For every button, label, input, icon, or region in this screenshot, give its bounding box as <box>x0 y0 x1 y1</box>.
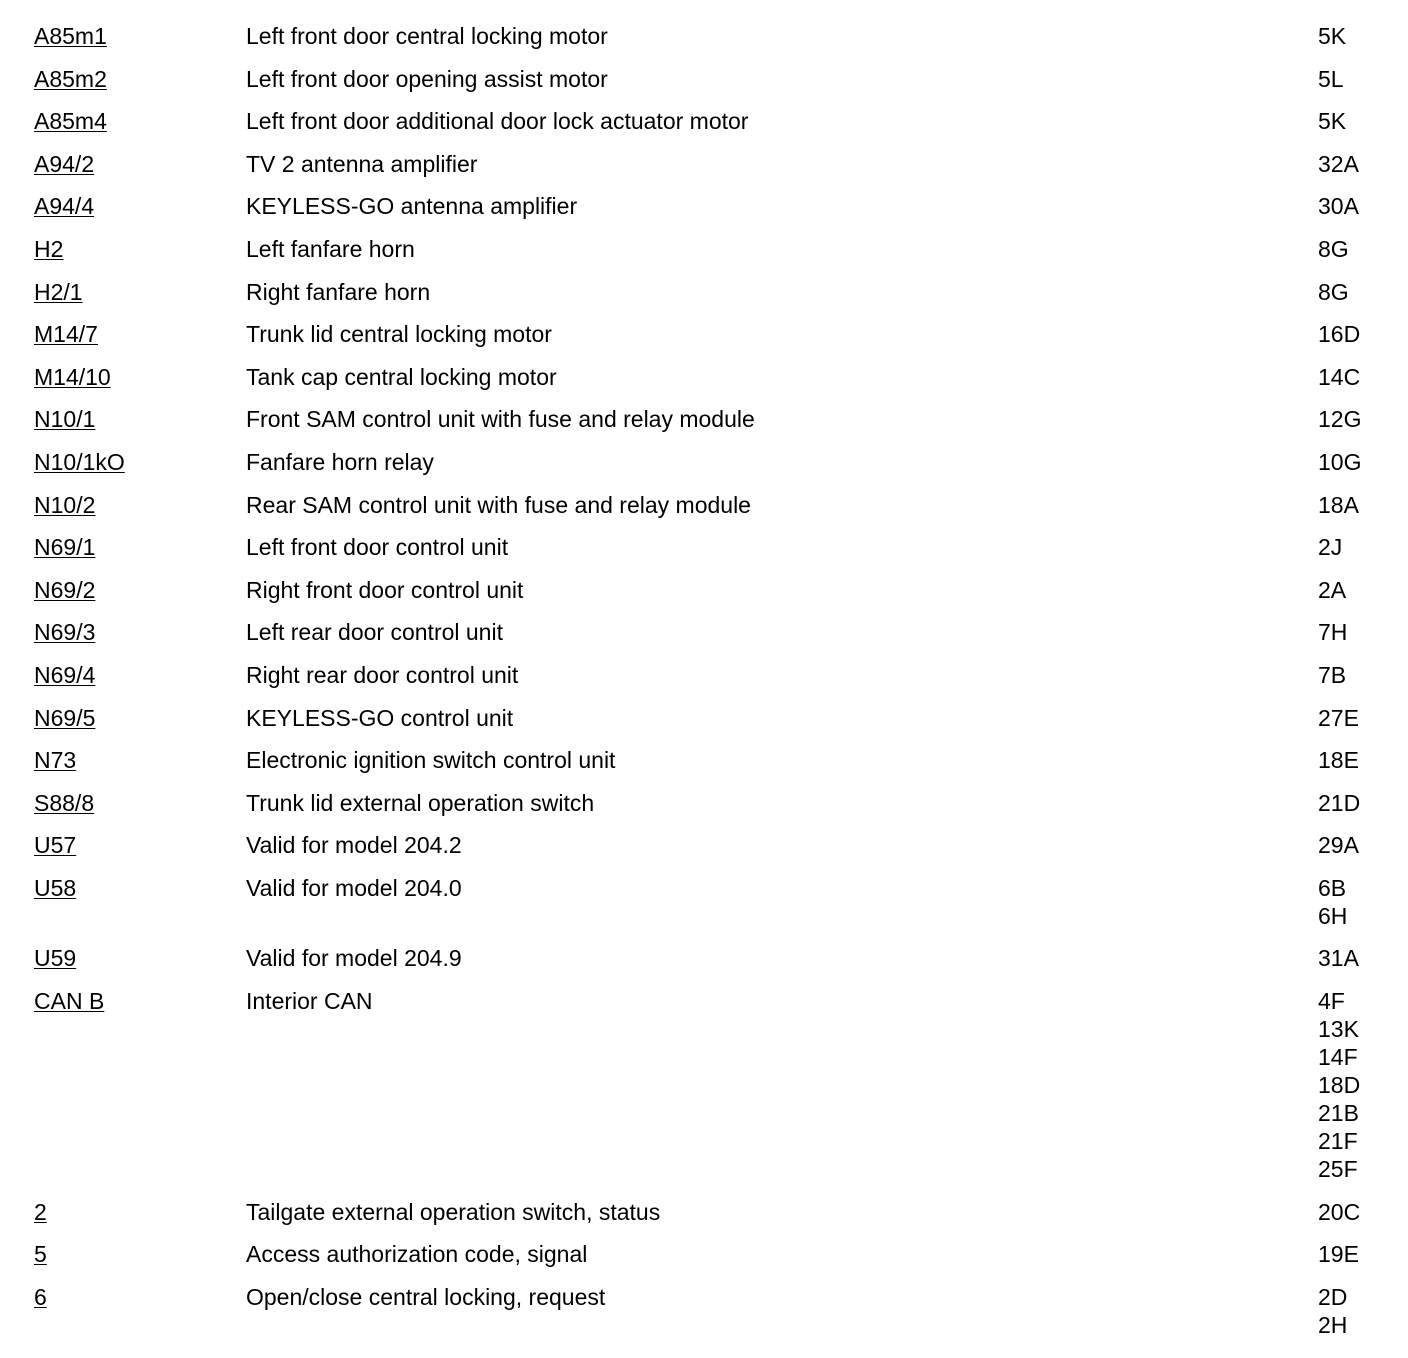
component-code-cell <box>34 618 234 646</box>
grid-reference: 21B <box>1318 1100 1359 1127</box>
component-code-cell <box>34 235 234 263</box>
grid-reference: 7H <box>1318 619 1348 646</box>
legend-row <box>0 363 1408 391</box>
component-description: Open/close central locking, request <box>246 1283 606 1310</box>
grid-reference: 12G <box>1318 406 1362 433</box>
grid-reference: 25F <box>1318 1156 1358 1183</box>
grid-reference: 2D <box>1318 1283 1348 1310</box>
legend-row <box>0 874 1408 930</box>
legend-row <box>0 944 1408 972</box>
grid-reference-list <box>1318 576 1398 604</box>
component-code-link[interactable]: S88/8 <box>34 789 95 816</box>
legend-row <box>0 618 1408 646</box>
component-description: Right front door control unit <box>246 576 524 603</box>
component-code-cell <box>34 363 234 391</box>
component-description: Valid for model 204.2 <box>246 832 462 859</box>
component-code-cell <box>34 107 234 135</box>
component-description: TV 2 antenna amplifier <box>246 150 478 177</box>
component-code-cell <box>34 746 234 774</box>
grid-reference-list <box>1318 944 1398 972</box>
grid-reference: 18E <box>1318 747 1359 774</box>
component-code-cell <box>34 278 234 306</box>
grid-reference: 10G <box>1318 448 1362 475</box>
legend-row <box>0 1198 1408 1226</box>
grid-reference: 27E <box>1318 704 1359 731</box>
grid-reference-list <box>1318 235 1398 263</box>
component-description: Left front door additional door lock actuator motor <box>246 108 749 135</box>
component-description: Valid for model 204.9 <box>246 945 462 972</box>
component-code-link[interactable]: A94/2 <box>34 150 95 177</box>
component-code-cell <box>34 661 234 689</box>
component-description: Tailgate external operation switch, status <box>246 1198 661 1225</box>
component-code-cell <box>34 576 234 604</box>
component-code-cell <box>34 192 234 220</box>
component-code-cell <box>34 1198 234 1226</box>
component-description: Trunk lid external operation switch <box>246 789 595 816</box>
legend-row <box>0 746 1408 774</box>
component-description: Left front door opening assist motor <box>246 65 608 92</box>
component-code-cell <box>34 65 234 93</box>
grid-reference-list <box>1318 150 1398 178</box>
component-code-link[interactable]: 6 <box>34 1283 47 1310</box>
legend-row <box>0 405 1408 433</box>
component-code-link[interactable]: A85m2 <box>34 65 107 92</box>
component-code-cell <box>34 22 234 50</box>
grid-reference-list <box>1318 874 1398 930</box>
grid-reference: 21D <box>1318 789 1361 816</box>
legend-row <box>0 1283 1408 1339</box>
grid-reference: 5K <box>1318 108 1347 135</box>
component-code-cell <box>34 704 234 732</box>
component-description: KEYLESS-GO control unit <box>246 704 514 731</box>
grid-reference-list <box>1318 704 1398 732</box>
grid-reference: 14C <box>1318 363 1361 390</box>
component-code-link[interactable]: H2/1 <box>34 278 83 305</box>
legend-row <box>0 192 1408 220</box>
legend-row <box>0 533 1408 561</box>
grid-reference: 20C <box>1318 1198 1361 1225</box>
grid-reference-list <box>1318 107 1398 135</box>
grid-reference-list <box>1318 533 1398 561</box>
component-code-cell <box>34 150 234 178</box>
component-code-cell <box>34 789 234 817</box>
component-code-cell <box>34 491 234 519</box>
component-code-link[interactable]: N10/2 <box>34 491 96 518</box>
component-code-link[interactable]: A85m1 <box>34 23 107 49</box>
component-description: Access authorization code, signal <box>246 1241 588 1268</box>
grid-reference-list <box>1318 1283 1398 1339</box>
legend-row <box>0 661 1408 689</box>
grid-reference-list <box>1318 192 1398 220</box>
grid-reference-list <box>1318 405 1398 433</box>
grid-reference-list <box>1318 789 1398 817</box>
component-code-link[interactable]: N73 <box>34 747 77 774</box>
legend-row <box>0 831 1408 859</box>
component-code-cell <box>34 533 234 561</box>
grid-reference-list <box>1318 278 1398 306</box>
component-code-link[interactable]: A94/4 <box>34 193 95 220</box>
component-code-cell <box>34 405 234 433</box>
component-description: Tank cap central locking motor <box>246 363 557 390</box>
grid-reference: 32A <box>1318 150 1359 177</box>
grid-reference-list <box>1318 363 1398 391</box>
component-code-link[interactable]: N69/4 <box>34 661 96 688</box>
legend-row <box>0 704 1408 732</box>
grid-reference: 2H <box>1318 1311 1348 1338</box>
component-code-link[interactable]: M14/7 <box>34 321 98 348</box>
legend-row <box>0 150 1408 178</box>
component-description: KEYLESS-GO antenna amplifier <box>246 193 578 220</box>
legend-row <box>0 107 1408 135</box>
component-description: Electronic ignition switch control unit <box>246 747 616 774</box>
grid-reference-list <box>1318 746 1398 774</box>
grid-reference: 31A <box>1318 945 1359 972</box>
component-code-link[interactable]: N69/3 <box>34 619 96 646</box>
component-code-link[interactable]: 2 <box>34 1198 47 1225</box>
grid-reference: 14F <box>1318 1044 1358 1071</box>
grid-reference-list <box>1318 1198 1398 1226</box>
component-code-link[interactable]: N10/1kO <box>34 448 125 475</box>
component-code-link[interactable]: H2 <box>34 235 64 262</box>
component-description: Valid for model 204.0 <box>246 874 462 901</box>
grid-reference: 5L <box>1318 65 1344 92</box>
component-code-cell <box>34 320 234 348</box>
grid-reference: 2A <box>1318 576 1347 603</box>
component-code-link[interactable]: U58 <box>34 874 77 901</box>
grid-reference-list <box>1318 618 1398 646</box>
grid-reference-list <box>1318 448 1398 476</box>
component-description: Left fanfare horn <box>246 235 415 262</box>
component-code-cell <box>34 1240 234 1268</box>
component-code-cell <box>34 874 234 902</box>
component-code-link[interactable]: M14/10 <box>34 363 111 390</box>
legend-row <box>0 65 1408 93</box>
grid-reference-list <box>1318 831 1398 859</box>
grid-reference: 13K <box>1318 1016 1359 1043</box>
grid-reference: 6H <box>1318 902 1348 929</box>
grid-reference: 16D <box>1318 321 1361 348</box>
component-code-link[interactable]: N69/1 <box>34 534 96 561</box>
grid-reference: 21F <box>1318 1128 1358 1155</box>
legend-row <box>0 235 1408 263</box>
grid-reference: 4F <box>1318 988 1345 1015</box>
component-code-link[interactable]: N69/5 <box>34 704 96 731</box>
legend-row <box>0 448 1408 476</box>
component-code-cell <box>34 448 234 476</box>
component-description: Right rear door control unit <box>246 661 519 688</box>
component-description: Front SAM control unit with fuse and relay module <box>246 406 755 433</box>
component-legend-table <box>0 22 1408 1353</box>
grid-reference-list <box>1318 987 1398 1183</box>
component-code-link[interactable]: 5 <box>34 1241 47 1268</box>
component-code-link[interactable]: U57 <box>34 832 77 859</box>
grid-reference: 7B <box>1318 661 1347 688</box>
component-description: Fanfare horn relay <box>246 448 434 475</box>
legend-row <box>0 320 1408 348</box>
legend-row <box>0 987 1408 1183</box>
legend-row <box>0 278 1408 306</box>
grid-reference: 19E <box>1318 1241 1359 1268</box>
component-description: Left front door control unit <box>246 534 509 561</box>
component-description: Rear SAM control unit with fuse and relay module <box>246 491 751 518</box>
legend-row <box>0 22 1408 50</box>
grid-reference-list <box>1318 491 1398 519</box>
grid-reference: 18A <box>1318 491 1359 518</box>
legend-row <box>0 1240 1408 1268</box>
legend-row <box>0 491 1408 519</box>
component-code-link[interactable]: CAN B <box>34 988 105 1015</box>
component-code-link[interactable]: N10/1 <box>34 406 96 433</box>
grid-reference-list <box>1318 661 1398 689</box>
component-code-link[interactable]: A85m4 <box>34 108 107 135</box>
component-description: Interior CAN <box>246 988 373 1015</box>
grid-reference-list <box>1318 1240 1398 1268</box>
component-code-cell <box>34 1283 234 1311</box>
grid-reference: 2J <box>1318 534 1343 561</box>
component-code-cell <box>34 831 234 859</box>
component-description: Left rear door control unit <box>246 619 503 646</box>
grid-reference-list <box>1318 22 1398 50</box>
component-description: Right fanfare horn <box>246 278 431 305</box>
grid-reference: 18D <box>1318 1072 1361 1099</box>
component-description: Trunk lid central locking motor <box>246 321 552 348</box>
grid-reference: 8G <box>1318 235 1349 262</box>
legend-row <box>0 576 1408 604</box>
component-code-link[interactable]: U59 <box>34 945 77 972</box>
component-code-cell <box>34 987 234 1015</box>
grid-reference: 5K <box>1318 23 1347 49</box>
grid-reference-list <box>1318 320 1398 348</box>
legend-row <box>0 789 1408 817</box>
grid-reference: 30A <box>1318 193 1359 220</box>
component-code-link[interactable]: N69/2 <box>34 576 96 603</box>
grid-reference: 8G <box>1318 278 1349 305</box>
component-code-cell <box>34 944 234 972</box>
component-description: Left front door central locking motor <box>246 23 608 49</box>
grid-reference: 29A <box>1318 832 1359 859</box>
grid-reference-list <box>1318 65 1398 93</box>
grid-reference: 6B <box>1318 874 1347 901</box>
